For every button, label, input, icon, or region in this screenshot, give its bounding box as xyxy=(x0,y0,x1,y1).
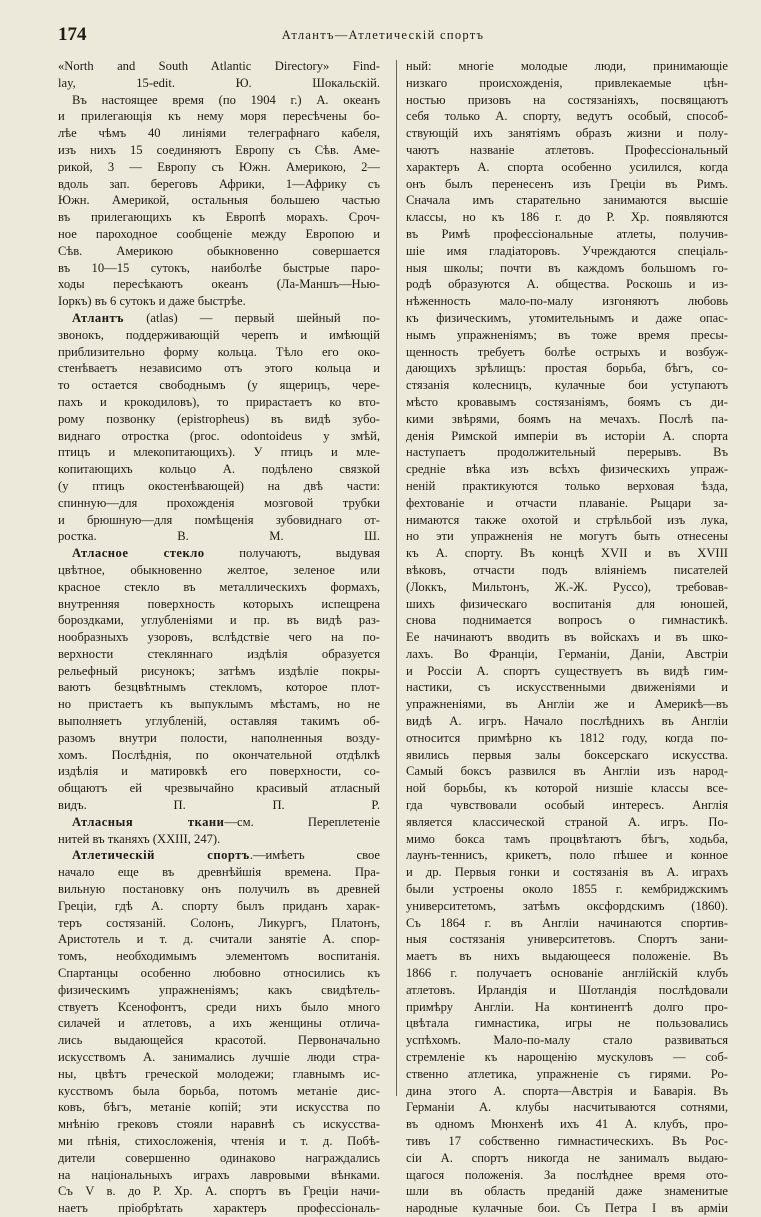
text-line: разомъ внутри полости, наполненныя возду- xyxy=(58,730,380,745)
text-line: ныя школы; почти въ каждомъ большомъ го- xyxy=(406,260,728,275)
text-line: Сѣв. Америкою обыкновенно совершается xyxy=(58,243,380,258)
text-line: денія Римской имперіи въ исторіи А. спорта xyxy=(406,428,728,443)
text-line: рельефный рисунокъ; затѣмъ издѣліе покры- xyxy=(58,663,380,678)
text-line: ны, цвѣтъ греческой молодежи; главнымъ ис- xyxy=(58,1066,380,1081)
text-line: издѣлія и матировкѣ его поверхности, со- xyxy=(58,764,380,779)
text-line: къ физическимъ, утомительнымъ и даже опас- xyxy=(406,310,728,325)
text-line: родѣ образуются А. общества. Роскошь и из- xyxy=(406,277,728,292)
text-line: ходы пересѣкаютъ океанъ (Ла-Маншъ—Нью- xyxy=(58,277,380,292)
text-line: томъ, необходимымъ элементомъ воспитанія. xyxy=(58,949,380,964)
text-line: lay, 15-edit. Ю. Шокальскій. xyxy=(58,75,380,90)
text-line: шіе имя гладіаторовъ. Учреждаются спеціаль- xyxy=(406,243,728,258)
text-line: видѣ А. игръ. Начало послѣднихъ въ Англіи xyxy=(406,714,728,729)
text-line: спинную—для прохожденія мозговой трубки xyxy=(58,495,380,510)
page-header xyxy=(58,22,708,52)
text-line: классы, но къ 186 г. до Р. Хр. появляются xyxy=(406,210,728,225)
text-line: силачей и атлетовъ, а ихъ женщины отлича- xyxy=(58,1016,380,1031)
text-line: средніе вѣка изъ всѣхъ физическихъ упраж- xyxy=(406,462,728,477)
text-line: (у птицъ окостенѣвающей) на двѣ части: xyxy=(58,478,380,493)
text-line: выполняетъ углубленій, оставляя такимъ об- xyxy=(58,714,380,729)
text-line: атлетовъ. Ирландія и Шотландія послѣдовали xyxy=(406,982,728,997)
text-line: Въ настоящее время (по 1904 г.) А. океанъ xyxy=(72,92,380,107)
text-line: вдоль зап. береговъ Африки, 1—Африку съ xyxy=(58,176,380,191)
text-line: внутренняя поверхность которыхъ испещрена xyxy=(58,596,380,611)
text-line: «North and South Atlantic Directory» Find- xyxy=(58,59,380,73)
text-line: физическимъ упражненіямъ; какъ свидѣтель- xyxy=(58,982,380,997)
text-line: мимо бокса тамъ процвѣтаютъ бѣгъ, ходьба, xyxy=(406,831,728,846)
right-column xyxy=(406,58,728,1216)
text-line: шихъ физическаго воспитанія для юношей, xyxy=(406,596,728,611)
left-column xyxy=(58,58,380,1216)
text-line: Съ 1864 г. въ Англіи начинаются спортив- xyxy=(406,915,728,930)
text-line: Атласныя ткани—см. Переплетеніе xyxy=(72,814,380,829)
text-line: ныя состязанія университетовъ. Спортъ зани- xyxy=(406,932,728,947)
text-line: Ее начинаютъ вводить въ войскахъ и въ шко- xyxy=(406,630,728,645)
text-line: Съ V в. до Р. Хр. А. спортъ въ Греціи начи- xyxy=(58,1184,380,1199)
text-line: сіи А. спортъ никогда не занималъ выдаю- xyxy=(406,1150,728,1165)
text-line: на національныхъ играхъ лавровыми вѣнками. xyxy=(58,1167,380,1182)
text-line: къ А. спорту. Въ концѣ XVII и въ XVIII xyxy=(406,546,728,561)
text-line: кусствомъ была борьба, потомъ метаніе дис- xyxy=(58,1083,380,1098)
text-line: приблизительно форму кольца. Тѣло его око- xyxy=(58,344,380,359)
text-line: птицъ и млекопитающихъ). У птицъ и мле- xyxy=(58,445,380,460)
text-line: ностью призовъ на состязаніяхъ, посвящаютъ xyxy=(406,92,728,107)
text-line: красное стекло въ металлическихъ формахъ, xyxy=(58,579,380,594)
text-line: Сначала имъ старательно занимаются высшіе xyxy=(406,193,728,208)
text-line: низкаго происхожденія, привлекаемые цѣн- xyxy=(406,75,728,90)
text-line: ми пѣнія, стихосложенія, чтенія и т. д. Побѣ- xyxy=(58,1134,380,1148)
text-line: и Россіи А. спортъ существуетъ въ видѣ гим- xyxy=(406,663,728,678)
text-line: ный: многіе молодые люди, принимающіе xyxy=(406,59,728,73)
text-line: въ одномъ Мюнхенѣ ихъ 41 А. клубъ, про- xyxy=(406,1117,728,1132)
text-line: вѣковъ, отчасти подъ вліяніемъ писателей xyxy=(406,562,728,577)
text-line: мнѣнію грековъ стояли наравнѣ съ искусства- xyxy=(58,1117,380,1132)
text-line: лись выдающейся красотой. Первоначально xyxy=(58,1033,380,1048)
column-divider xyxy=(396,60,397,1096)
text-line: лахъ. Во Франціи, Германіи, Даніи, Австріи xyxy=(406,646,728,661)
text-line: кими звѣрями, боямъ на мечахъ. Послѣ па- xyxy=(406,411,728,426)
text-line: рому позвонку (epistropheus) въ видѣ зубо- xyxy=(58,411,380,426)
text-line: является классической страной А. игръ. По- xyxy=(406,814,728,829)
text-line: относится примѣрно къ 1812 году, когда по- xyxy=(406,730,728,745)
text-line: упражненіями, въ Англіи же и Америкѣ—въ xyxy=(406,697,728,712)
text-line: бороздками, углубленіями и пр. въ видѣ раз- xyxy=(58,613,380,628)
text-line: чаютъ названіе атлетовъ. Профессіональный xyxy=(406,142,728,157)
text-line: примѣру Англіи. На континентѣ долго про- xyxy=(406,999,728,1014)
text-line: въ 10—15 сутокъ, наиболѣе быстрые паро- xyxy=(58,260,380,275)
text-line: и брюшную—для помѣщенія зубовиднаго от- xyxy=(58,512,380,527)
text-line: нообразныхъ узоровъ, вслѣдствіе чего на по- xyxy=(58,630,380,645)
text-line: настики, съ искусственными движеніями и xyxy=(406,680,728,695)
text-line: начало еще въ древнѣйшія времена. Пра- xyxy=(58,865,380,880)
text-line: Аристотель и т. д. считали занятіе А. спор- xyxy=(58,932,380,947)
text-line: копитающихъ кольцо А. подѣлено связкой xyxy=(58,462,380,477)
text-line: Атлантъ (atlas) — первый шейный по- xyxy=(72,310,380,325)
text-line: 1866 г. получаетъ основаніе англійскій клубъ xyxy=(406,966,728,981)
text-line: фехтованіе и отчасти плаваніе. Рыцари за- xyxy=(406,495,728,510)
text-line: Спартанцы особенно любовно относились къ xyxy=(58,966,380,981)
text-line: дающихъ зрѣлищъ: простая борьба, бѣгъ, со- xyxy=(406,361,728,376)
text-line: но пристаетъ къ выпуклымъ мѣстамъ, но не xyxy=(58,697,380,712)
text-line: нимаются также охотой и стрѣльбой изъ лука, xyxy=(406,512,728,527)
text-line: виднаго отростка (proc. odontoideus у змѣй, xyxy=(58,428,380,443)
text-line: нѣженность мало-по-малу изгоняютъ любовь xyxy=(406,294,728,309)
text-line: дители совершенно одинаково награждались xyxy=(58,1150,380,1165)
text-line: Самый боксъ развился въ Англіи изъ народ- xyxy=(406,764,728,779)
text-line: ствующій ихъ занятіямъ образъ жизни и полу- xyxy=(406,126,728,141)
text-line: пахъ и крокодиловъ), то прирастаетъ ко вто- xyxy=(58,394,380,409)
text-line: то остается свободнымъ (у ящерицъ, чере- xyxy=(58,378,380,393)
text-line: тивъ 17 собственно гимнастическихъ. Въ Рос- xyxy=(406,1134,728,1148)
text-line: стремленіе къ нарощенію мускуловъ — соб- xyxy=(406,1050,728,1065)
text-line: характеръ А. спорта особенно усилился, когда xyxy=(406,159,728,174)
text-line: щагося положенія. За послѣднее время ото- xyxy=(406,1167,728,1182)
text-line: изъ нихъ 15 соединяютъ Европу съ Сѣв. Аме- xyxy=(58,142,380,157)
text-line: и прилегающія къ нему моря пересѣчены бо- xyxy=(58,109,380,124)
text-line: (Локкъ, Мильтонъ, Ж.-Ж. Руссо), требовав- xyxy=(406,579,728,594)
text-line: ваютъ безцвѣтнымъ стекломъ, которое плот- xyxy=(58,680,380,695)
text-line: ковъ, бѣгъ, метаніе копій; эти искусства по xyxy=(58,1100,380,1115)
text-line: звонокъ, поддерживающій черепъ и имѣющій xyxy=(58,327,380,342)
page-number: 174 xyxy=(58,24,87,45)
text-line: хомъ. Послѣднія, по окончательной отдѣлкѣ xyxy=(58,747,380,762)
entry-headword: Атласное стекло xyxy=(72,546,205,561)
text-line: вильную постановку онъ получилъ въ древней xyxy=(58,882,380,897)
text-line: стязанія колесницъ, кулачные бои уступаютъ xyxy=(406,378,728,393)
text-line: искусствомъ А. занимались лучшіе люди стра- xyxy=(58,1050,380,1065)
text-line: лѣе чѣмъ 40 линіями телеграфнаго кабеля, xyxy=(58,126,380,141)
text-line: Южн. Америкой, остальныя большею частью xyxy=(58,193,380,208)
text-line: гда чувствовали особый интересъ. Англія xyxy=(406,798,728,813)
text-line: университетомъ, затѣмъ оксфордскимъ (1860). xyxy=(406,898,728,913)
text-line: но эти упражненія не могутъ быть отнесены xyxy=(406,529,728,544)
text-line: нымъ упражненіямъ; въ тоже время пресы- xyxy=(406,327,728,342)
text-line: общаютъ ей чрезвычайно красивый атласный xyxy=(58,781,380,796)
text-line: ростка. В. М. Ш. xyxy=(58,529,380,544)
text-line: въ Римѣ профессіональные атлеты, получив- xyxy=(406,226,728,241)
entry-headword: Атлетическій спортъ xyxy=(72,848,250,863)
text-line: нитей въ тканяхъ (XXIII, 247). xyxy=(58,831,221,846)
text-line: щенность требуетъ болѣе острыхъ и возбуж- xyxy=(406,344,728,359)
text-line: мѣсто кровавымъ состязаніямъ, боямъ съ ди- xyxy=(406,394,728,409)
text-line: ное пароходное сообщеніе между Европою и xyxy=(58,226,380,241)
text-line: Іоркъ) въ 6 сутокъ и даже быстрѣе. xyxy=(58,294,246,309)
running-title: Атлантъ—Атлетическій спортъ xyxy=(281,28,485,42)
text-line: въ прилегающихъ къ Европѣ морахъ. Сроч- xyxy=(58,210,380,225)
text-line: народные кулачные бои. Съ Петра I въ арміи xyxy=(406,1201,728,1216)
text-line: наетъ пріобрѣтать характеръ профессіональ- xyxy=(58,1201,380,1216)
text-line: наступаетъ продолжительный перерывъ. Въ xyxy=(406,445,728,460)
text-line: дина этого А. спорта—Австрія и Баварія. Въ xyxy=(406,1083,728,1098)
text-line: онъ былъ перенесенъ изъ Греціи въ Римъ. xyxy=(406,176,728,191)
text-line: стенѣваетъ независимо отъ этого кольца и xyxy=(58,361,380,376)
text-line: Атлетическій спортъ.—имѣетъ свое xyxy=(72,848,380,863)
text-line: были устроены около 1855 г. кембриджскимъ xyxy=(406,882,728,897)
text-line: снова поднимается вопросъ о гимнастикѣ. xyxy=(406,613,728,628)
text-line: неній практикуются только верховая ѣзда, xyxy=(406,478,728,493)
text-line: видъ. П. П. Р. xyxy=(58,798,380,813)
text-line: успѣхомъ. Мало-по-малу стало развиваться xyxy=(406,1033,728,1048)
text-line: себя только А. спорту, ведутъ особый, способ- xyxy=(406,109,728,124)
text-line: ной борьбы, къ которой низшіе классы все- xyxy=(406,781,728,796)
text-line: Германіи А. клубы насчитываются сотнями, xyxy=(406,1100,728,1115)
text-line: цвѣтала гимнастика, игры не пользовались xyxy=(406,1016,728,1031)
text-line: маетъ въ нихъ выдающееся положеніе. Въ xyxy=(406,949,728,964)
text-line: рикой, 3 — Европу съ Южн. Америкою, 2— xyxy=(58,159,380,174)
text-line: цвѣтное, обыкновенно желтое, зеленое или xyxy=(58,562,380,577)
text-line: и др. Первыя гонки и состязанія въ А. играхъ xyxy=(406,865,728,880)
entry-headword: Атлантъ xyxy=(72,310,124,325)
text-line: Атласное стекло получаютъ, выдувая xyxy=(72,546,380,561)
text-line: теръ состязаній. Солонъ, Ликургъ, Платонъ, xyxy=(58,915,380,930)
text-line: ствуетъ Ксенофонтъ, среди нихъ было много xyxy=(58,999,380,1014)
text-line: Греціи, гдѣ А. спорту былъ приданъ харак- xyxy=(58,898,380,913)
text-line: явились первыя залы боксерскаго искусства. xyxy=(406,747,728,762)
text-line: лаунъ-теннисъ, крикетъ, поло пѣшее и конное xyxy=(406,848,728,863)
text-line: верхности стекляннаго издѣлія образуется xyxy=(58,646,380,661)
text-line: ственно атлетика, упражненіе съ гирями. Ро- xyxy=(406,1066,728,1081)
text-line: шли въ область преданій даже знаменитые xyxy=(406,1184,728,1199)
entry-headword: Атласныя ткани xyxy=(72,814,225,829)
